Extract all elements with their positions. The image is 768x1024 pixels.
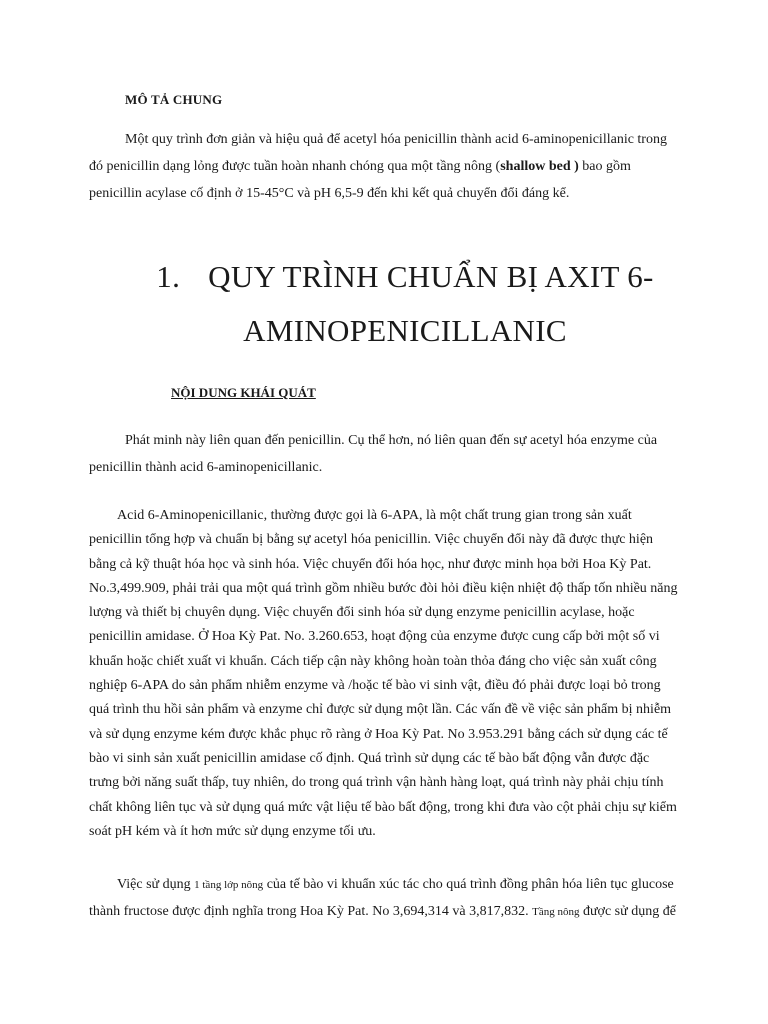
main-paragraph bbox=[89, 504, 681, 844]
last-text-3: được sử dụng để bbox=[579, 903, 676, 919]
heading-line-2: AMINOPENICILLANIC bbox=[243, 313, 567, 348]
overview-label: NỘI DUNG KHÁI QUÁT bbox=[171, 385, 316, 400]
main-text: Acid 6-Aminopenicillanic, thường được gọi là 6-APA, là một chất trung gian trong sản xuất penicillin tổng hợp và chuẩn bị bằng sự acetyl hóa penicillin. Việc chuyển đổi này đã được thực hiện bằng cả kỹ thuật hóa học và sinh hóa. Việc chuyển đổi hóa học, như được minh họa bởi Hoa Kỳ Pat. No.3,499.909, phải trải qua một quá trình gồm nhiều bước đòi hỏi điều kiện nhiệt độ thấp tốn nhiều năng lượng và thiết bị chuyên dụng. Việc chuyển đổi sinh hóa sử dụng enzyme penicillin acylase, hoặc penicillin amidase. Ở Hoa Kỳ Pat. No. 3.260.653, hoạt động của enzyme được cung cấp bởi một số vi khuẩn hoặc chiết xuất vi khuẩn. Cách tiếp cận này không hoàn toàn thỏa đáng cho việc sản xuất công nghiệp 6-APA do sản phẩm nhiễm enzyme và /hoặc tế bào vi sinh vật, điều đó phải được loại bỏ trong quá trình thu hồi sản phẩm và enzyme chỉ được sử dụng một lần. Các vấn đề về việc sản phẩm bị nhiễm và sử dụng enzyme kém được khắc phục rõ ràng ở Hoa Kỳ Pat. No 3.953.291 bằng cách sử dụng các tế bào vi sinh sản xuất penicillin amidase cố định. Quá trình sử dụng các tế bào bất động vẫn được đặc trưng bởi năng suất thấp, tuy nhiên, do trong quá trình vận hành hàng loạt, quá trình này phải chịu tính chất không liên tục và sử dụng quá mức vật liệu tế bào bất động, trong khi đưa vào cột phải chịu sự kiểm soát pH kém và ít hơn mức sử dụng enzyme tối ưu. bbox=[89, 508, 678, 839]
intro-text: Phát minh này liên quan đến penicillin. Cụ thể hơn, nó liên quan đến sự acetyl hóa enzyme của penicillin thành acid 6-aminopenicillanic. bbox=[89, 433, 658, 475]
intro-paragraph bbox=[89, 428, 681, 481]
last-text-1: Việc sử dụng bbox=[117, 877, 195, 892]
summary-text-1: Một quy trình đơn giản và hiệu quả để acetyl hóa penicillin thành acid 6-aminopenicillanic trong đó penicillin dạng lỏng được tuần hoàn nhanh chóng qua một tầng nông ( bbox=[89, 132, 667, 174]
general-description-label: MÔ TẢ CHUNG bbox=[125, 92, 223, 107]
last-paragraph bbox=[89, 872, 681, 925]
summary-text-2: bao gồm penicillin acylase cố định ở 15-45°C và pH 6,5-9 đến khi kết quả chuyển đổi đáng kể. bbox=[89, 159, 631, 201]
last-text-2: của tế bào vi khuẩn xúc tác cho quá trình đồng phân hóa liên tục glucose thành fructose được định nghĩa trong Hoa Kỳ Pat. No 3,694,314 và 3,817,832. bbox=[89, 877, 674, 919]
heading-number: 1. bbox=[156, 259, 181, 294]
summary-paragraph bbox=[89, 126, 681, 207]
summary-bold-term: shallow bed ) bbox=[500, 159, 579, 174]
heading-line-1: QUY TRÌNH CHUẨN BỊ AXIT 6- bbox=[208, 259, 654, 294]
last-small-term-2: Tầng nông bbox=[532, 905, 580, 918]
last-small-term-1: 1 tầng lớp nông bbox=[194, 879, 264, 891]
main-heading bbox=[110, 250, 700, 358]
